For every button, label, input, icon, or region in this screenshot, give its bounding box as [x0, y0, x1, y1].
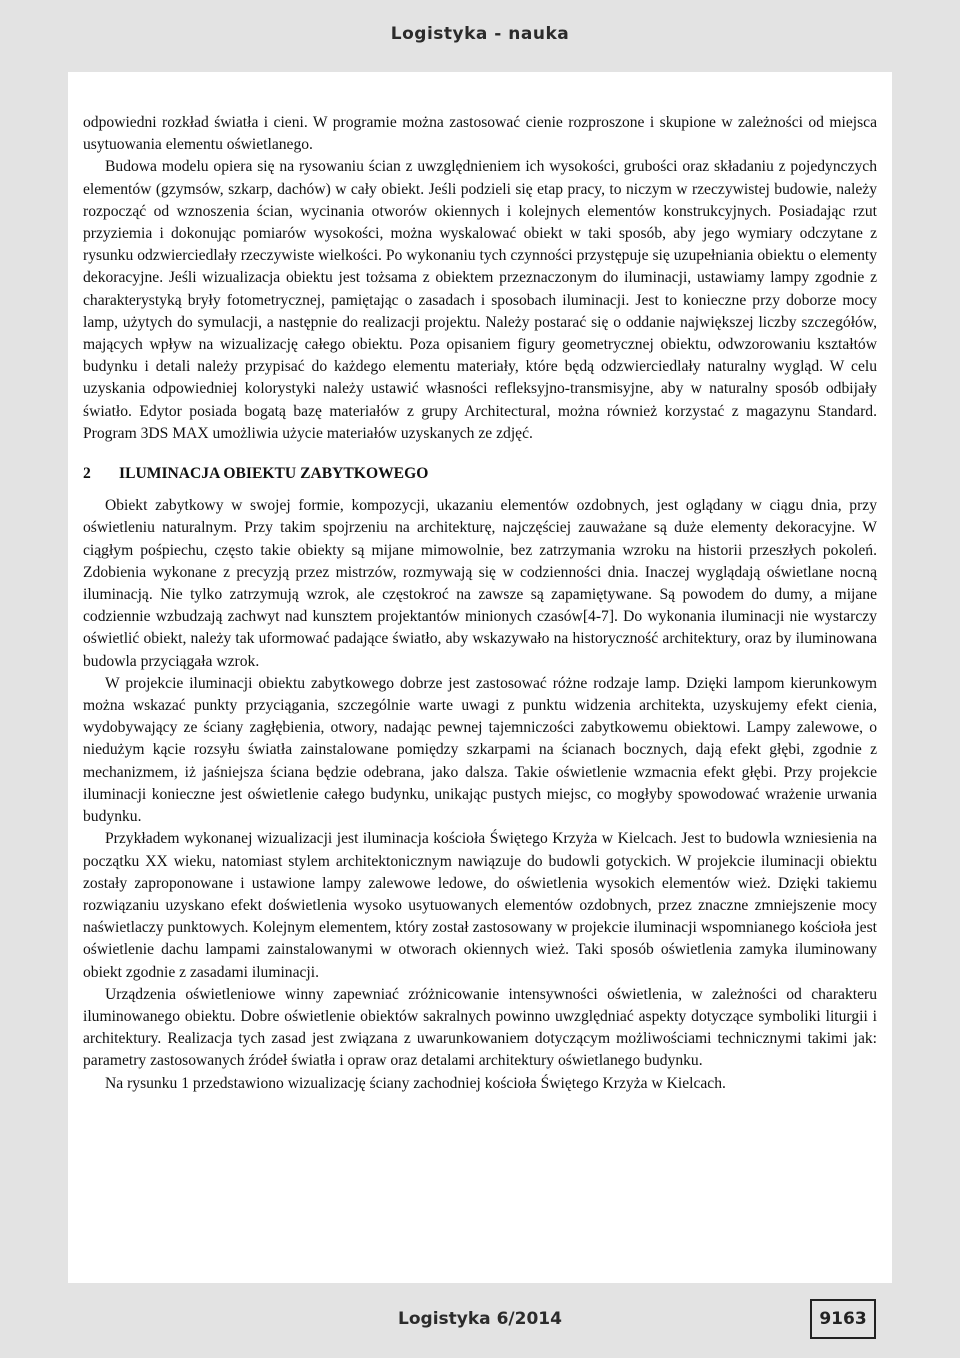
paragraph: Urządzenia oświetleniowe winny zapewniać zróżnicowanie intensywności oświetlenia, w zależności od charakteru iluminowanego obiektu. Dobre oświetlenie obiektów sakralnych powinno uwzględniać aspekty dotyczące symboliki liturgii i architektury. Realizacja tych zasad jest związana z uwarunkowaniem dotyczącym możliwościami technicznymi takimi jak: parametry zastosowanych źródeł światła i opraw oraz detalami architektury oświetlanego budynku.: [83, 985, 877, 1070]
section-number: 2: [83, 465, 91, 483]
page-sheet: [68, 72, 892, 1283]
page-number-box: [810, 1299, 876, 1339]
section-title: ILUMINACJA OBIEKTU ZABYTKOWEGO: [119, 465, 429, 483]
running-header-title: Logistyka - nauka: [390, 24, 570, 44]
footer-journal-issue: Logistyka 6/2014: [398, 1309, 562, 1329]
paragraph: Na rysunku 1 przedstawiono wizualizację ściany zachodniej kościoła Świętego Krzyża w Kielcach.: [105, 1074, 726, 1092]
paragraph-continued: odpowiedni rozkład światła i cieni. W programie można zastosować cienie rozproszone i skupione w zależności od miejsca usytuowania elementu oświetlanego.: [83, 114, 877, 154]
paragraph-model-construction: Budowa modelu opiera się na rysowaniu ścian z uwzględnieniem ich wysokości, grubości oraz składaniu z pojedynczych elementów (gzymsów, szkarp, dachów) w cały obiekt. Jeśli podzieli się etap pracy, to niczym w rzeczywistej budowie, należy rozpocząć od wznoszenia ścian, wycinania otworów okiennych i kolejnych elementów konstrukcyjnych. Posiadając rzut przyziemia i dokonując pomiarów wysokości, można wyskalować obiekt w taki sposób, aby jego wymiary odczytane z rysunku odzwierciedlały rzeczywiste wielkości. Po wykonaniu tych czynności przystępuje się uzupełniania obiektu o elementy dekoracyjne. Jeśli wizualizacja obiektu jest tożsama z obiektem przeznaczonym do iluminacji, ustawiamy lampy zgodnie z charakterystyką bryły fotometrycznej, pamiętając o zasadach i sposobach iluminacji. Jest to konieczne przy doborze mocy lamp, użytych do symulacji, a następnie do realizacji projektu. Należy postarać się o oddanie największej liczby szczegółów, mających wpływ na wizualizację całego obiektu. Poza opisaniem figury geometrycznej obiektu, odwzorowaniu kształtów budynku i detali należy przypisać do każdego elementu materiały, które będą odzwierciedlały naturalny wygląd. W celu uzyskania odpowiedniej kolorystyki należy ustawić własności refleksyjno-transmisyjne, aby w naturalny sposób odbijały światło. Edytor posiada bogatą bazę materiałów z grupy Architectural, można również korzystać z magazynu Standard. Program 3DS MAX umożliwia użycie materiałów uzyskanych ze zdjęć.: [83, 158, 877, 442]
page-number: 9163: [819, 1309, 867, 1329]
page-header: [0, 0, 960, 72]
paragraph: W projekcie iluminacji obiektu zabytkowego dobrze jest zastosować różne rodzaje lamp. Dzięki lampom kierunkowym można wskazać punkty przyciągania, szczególnie warte uwagi z punktu widzenia architekta, uzyskujemy efekt cienia, wydobywający ze ściany zagłębienia, otwory, nadając pewnej tajemniczości zabytkowemu obiektowi. Lampy zalewowe, o niedużym kącie rozsyłu światła zainstalowane pomiędzy szkarpami na ścianach bocznych, dają efekt głębi, zgodnie z mechanizmem, iż jaśniejsza ściana będzie odebrana, jako dalsza. Takie oświetlenie wzmacnia efekt głębi. Przy projekcie iluminacji konieczne jest oświetlenie całego budynku, unikając pustych miejsc, co mogłyby spowodować wrażenie urwania budynku.: [83, 674, 877, 826]
paragraph: Obiekt zabytkowy w swojej formie, kompozycji, ukazaniu elementów ozdobnych, jest oglądany w ciągu dnia, przy oświetleniu naturalnym. Przy takim spojrzeniu na architekturę, najczęściej zauważane są duże elementy dekoracyjne. W ciągłym pośpiechu, często takie obiekty są mijane mimowolnie, bez zatrzymania wzroku na historii przeszłych pokoleń. Zdobienia wykonane z precyzją przez mistrzów, rozmywają się w codzienności dnia. Inaczej wyglądają oświetlane nocną iluminacją. Nie tylko zatrzymują wzrok, ale częstokroć na zawsze są zapamiętywane. Są powodem do dumy, a mijane codziennie wzbudzają zachwyt nad kunsztem projektantów minionych czasów[4-7]. Do wykonania iluminacji nie wystarczy oświetlić obiekt, należy tak uformować padające światło, aby wskazywało na historyczność architektury, oraz by iluminowana budowla przyciągała wzrok.: [83, 497, 877, 670]
section-heading: [83, 463, 877, 485]
article-body: [83, 112, 877, 1095]
paragraph: Przykładem wykonanej wizualizacji jest iluminacja kościoła Świętego Krzyża w Kielcach. Jest to budowla wzniesienia na początku XX wieku, natomiast stylem architektonicznym nawiązuje do budowli gotyckich. W projekcie iluminacji obiektu zostały zaproponowane i ustawione lampy zalewowe ledowe, do oświetlenia wysokich elementów wież. Dzięki takiemu rozwiązaniu uzyskano efekt doświetlenia wysoko usytuowanych elementów ozdobnych, przez znaczne zmniejszenie mocy naświetlaczy punktowych. Kolejnym elementem, który został zastosowany w projekcie iluminacji wspomnianego kościoła jest oświetlenie dachu lampami zainstalowanymi w otworach okiennych wież. Taki sposób oświetlenia zamyka iluminowany obiekt zgodnie z zasadami iluminacji.: [83, 830, 877, 981]
